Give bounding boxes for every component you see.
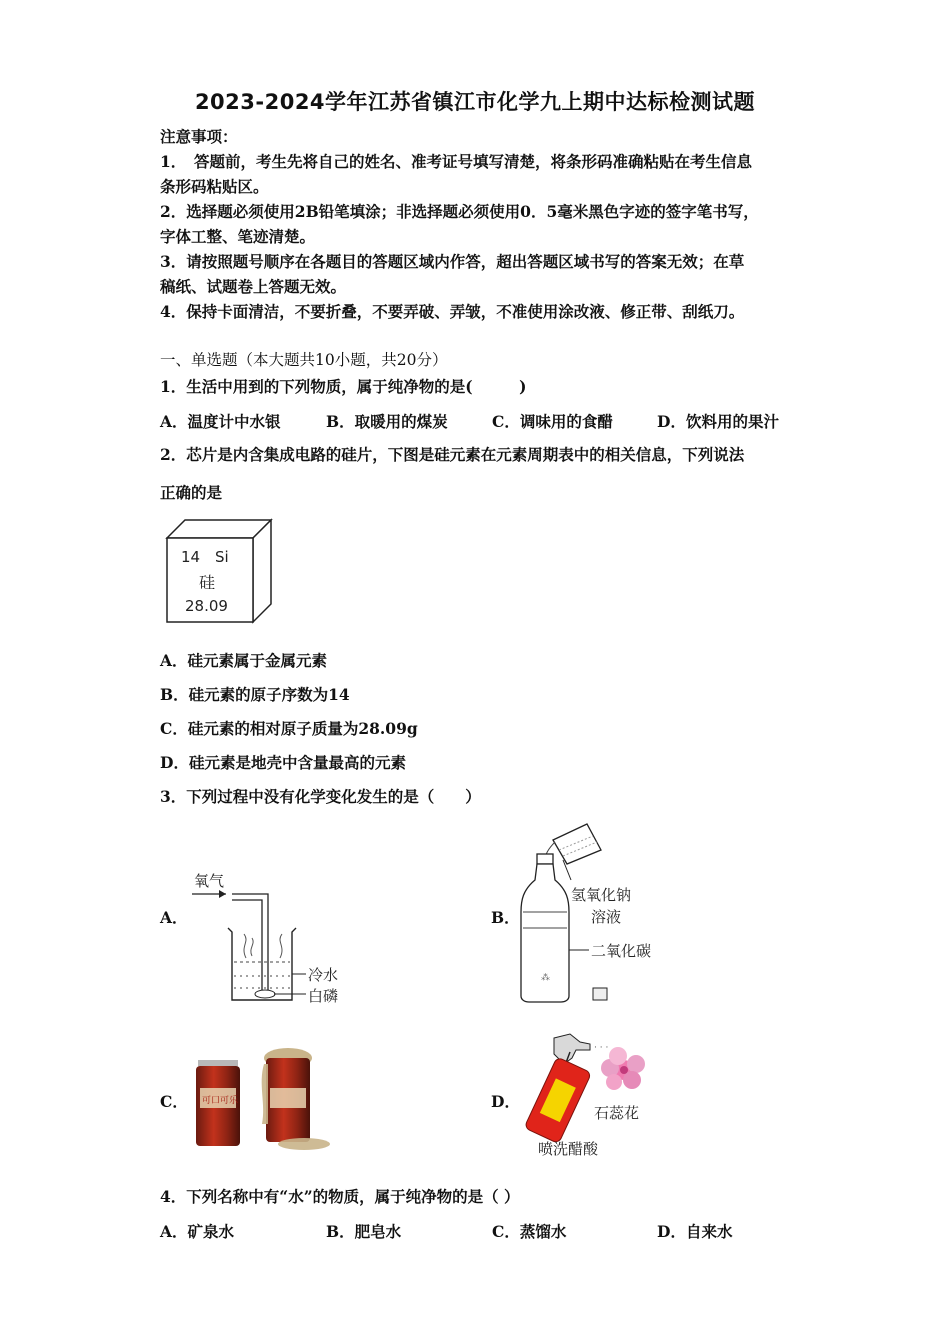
q3-label-a: A． (160, 908, 188, 927)
q3-label-c: C． (160, 1092, 188, 1111)
q1-option-b: B．取暖用的煤炭 (326, 412, 448, 431)
label-naoh-1: 氢氧化钠 (571, 886, 632, 904)
q4-option-b: B．肥皂水 (326, 1222, 402, 1241)
notice-line: 稿纸、试题卷上答题无效。 (160, 277, 347, 296)
q1-option-c: C．调味用的食醋 (492, 412, 613, 431)
label-litmus-flower: 石蕊花 (594, 1104, 640, 1122)
section-heading: 一、单选题（本大题共10小题，共20分） (160, 351, 448, 369)
notice-line: 2．选择题必须使用2B铅笔填涂；非选择题必须使用0．5毫米黑色字迹的签字笔书写， (160, 202, 759, 221)
notice-line: 3．请按照题号顺序在各题目的答题区域内作答，超出答题区域书写的答案无效；在草 (160, 252, 745, 271)
notice-line: 1． 答题前，考生先将自己的姓名、准考证号填写清楚，将条形码准确粘贴在考生信息 (160, 152, 753, 171)
figure-c-cola-cans (192, 1044, 332, 1156)
figure-a-beaker (188, 866, 358, 1008)
q4-option-c: C．蒸馏水 (492, 1222, 567, 1241)
element-name: 硅 (199, 573, 216, 592)
question-4-stem: 4．下列名称中有“水”的物质，属于纯净物的是（ ） (160, 1187, 520, 1206)
svg-text:⁂: ⁂ (541, 973, 550, 983)
figure-d-spray (520, 1028, 670, 1162)
q1-option-a: A．温度计中水银 (160, 412, 281, 431)
label-cold-water: 冷水 (308, 966, 339, 984)
svg-text:· · ·: · · · (594, 1043, 609, 1053)
q1-option-d: D．饮料用的果汁 (657, 412, 779, 431)
label-oxygen: 氧气 (194, 872, 225, 890)
element-mass: 28.09 (185, 597, 228, 615)
q3-label-b: B． (491, 908, 520, 927)
question-2-stem: 2．芯片是内含集成电路的硅片，下图是硅元素在元素周期表中的相关信息，下列说法 (160, 445, 745, 464)
element-symbol: Si (215, 548, 229, 566)
notice-line: 4．保持卡面清洁，不要折叠，不要弄破、弄皱，不准使用涂改液、修正带、刮纸刀。 (160, 302, 745, 321)
q2-option-c: C．硅元素的相对原子质量为28.09g (160, 719, 418, 738)
question-1-stem: 1．生活中用到的下列物质，属于纯净物的是( ) (160, 377, 527, 396)
label-white-phosphorus: 白磷 (308, 987, 339, 1005)
page-title: 2023-2024学年江苏省镇江市化学九上期中达标检测试题 (194, 90, 756, 114)
q2-option-d: D．硅元素是地壳中含量最高的元素 (160, 753, 406, 772)
question-2-stem-cont: 正确的是 (160, 483, 223, 502)
q4-option-d: D．自来水 (657, 1222, 733, 1241)
figure-b-bottle (515, 820, 675, 1006)
q3-label-d: D． (491, 1092, 520, 1111)
label-spray-acetic-acid: 喷洗醋酸 (538, 1140, 599, 1158)
silicon-element-card (163, 516, 275, 626)
can-text: 可口可乐 (202, 1096, 239, 1106)
question-3-stem: 3．下列过程中没有化学变化发生的是（ ） (160, 787, 481, 806)
notice-line: 条形码粘贴区。 (160, 177, 269, 196)
flower-icon (601, 1047, 645, 1090)
q2-option-b: B．硅元素的原子序数为14 (160, 685, 350, 704)
notice-heading: 注意事项： (160, 127, 238, 146)
element-number: 14 (181, 548, 201, 566)
notice-line: 字体工整、笔迹清楚。 (160, 227, 316, 246)
label-co2: 二氧化碳 (591, 942, 652, 960)
q2-option-a: A．硅元素属于金属元素 (160, 651, 328, 670)
label-naoh-2: 溶液 (591, 908, 622, 926)
q4-option-a: A．矿泉水 (160, 1222, 235, 1241)
